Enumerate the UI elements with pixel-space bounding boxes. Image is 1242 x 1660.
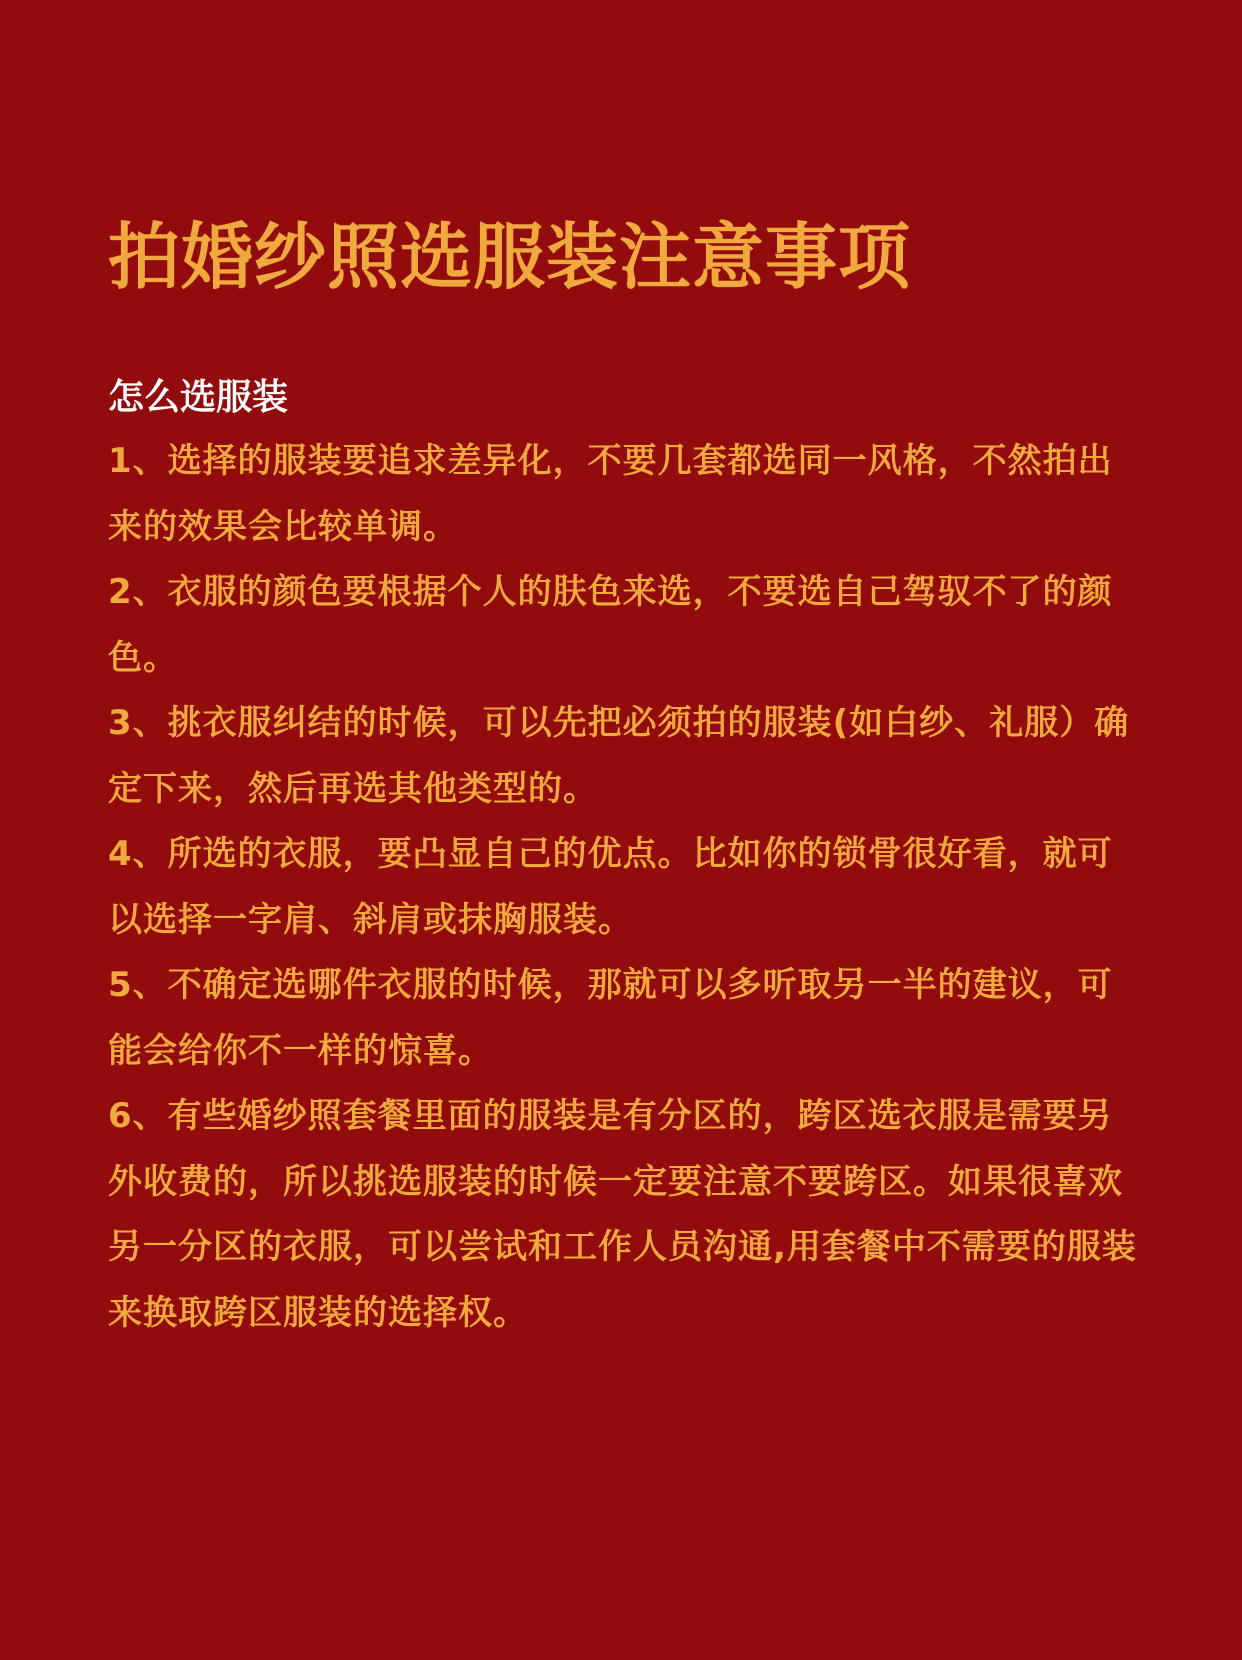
tip-item-2: 2、衣服的颜色要根据个人的肤色来选，不要选自己驾驭不了的颜色。 — [108, 572, 1113, 678]
tip-item-4: 4、所选的衣服，要凸显自己的优点。比如你的锁骨很好看，就可以选择一字肩、斜肩或抹胸服装。 — [108, 834, 1113, 940]
tip-item-3: 3、挑衣服纠结的时候，可以先把必须拍的服装(如白纱、礼服）确定下来，然后再选其他类型的。 — [108, 703, 1130, 809]
section-heading: 怎么选服装 — [108, 377, 289, 418]
page-title: 拍婚纱照选服装注意事项 — [108, 215, 912, 299]
tip-item-6: 6、有些婚纱照套餐里面的服装是有分区的，跨区选衣服是需要另外收费的，所以挑选服装的时候一定要注意不要跨区。如果很喜欢另一分区的衣服，可以尝试和工作人员沟通,用套餐中不需要的服装来换取跨区服装的选择权。 — [108, 1096, 1137, 1333]
tip-item-1: 1、选择的服装要追求差异化，不要几套都选同一风格，不然拍出来的效果会比较单调。 — [108, 441, 1113, 547]
tips-content — [108, 367, 1138, 1346]
tip-item-5: 5、不确定选哪件衣服的时候，那就可以多听取另一半的建议，可能会给你不一样的惊喜。 — [108, 965, 1113, 1071]
